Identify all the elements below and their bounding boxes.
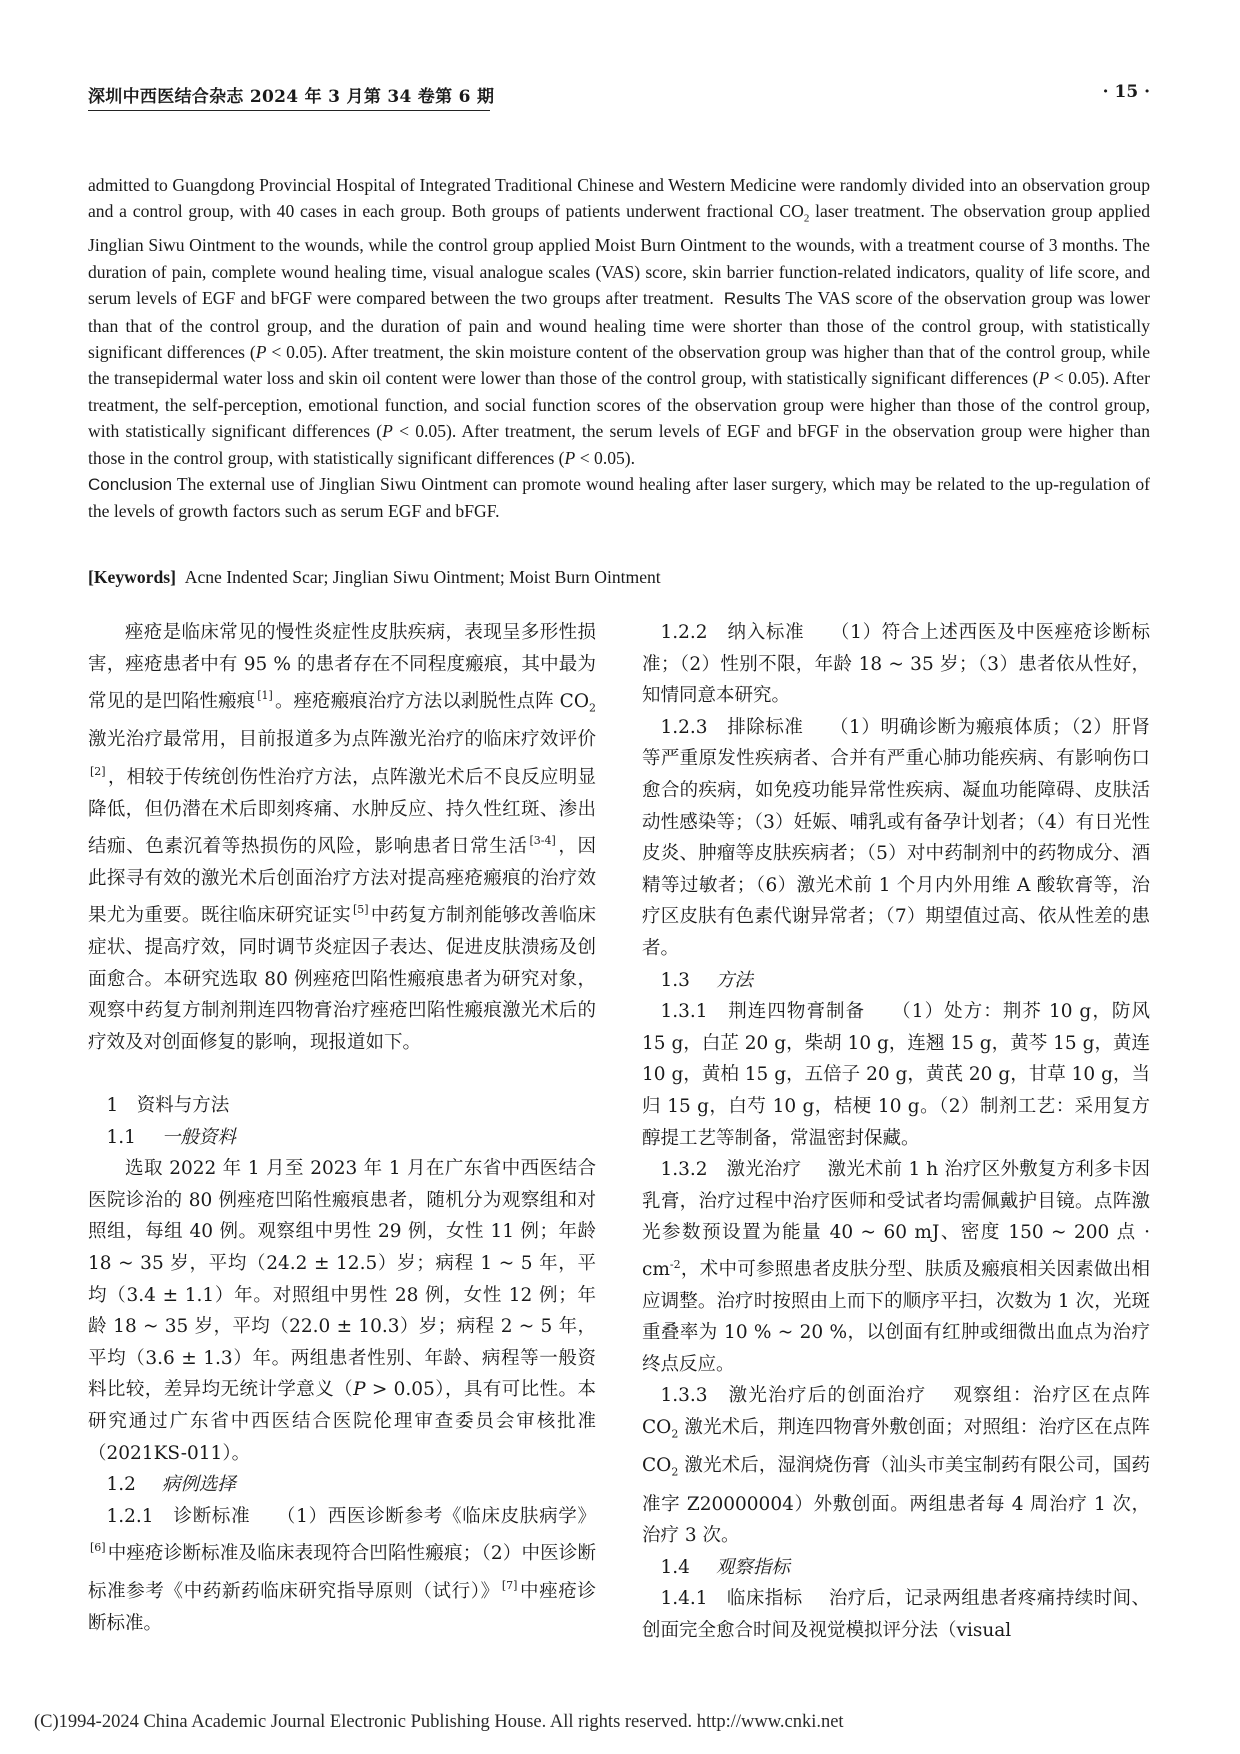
subsection-number: 1.4 bbox=[660, 1556, 690, 1578]
method-text: ，术中可参照患者皮肤分型、肤质及瘢痕相关因素做出相应调整。治疗时按照由上而下的顺序平扫，次数为 1 次，光斑重叠率为 10 % ~ 20 %，以创面有红肿或细微出血点为治疗终点反应。 bbox=[642, 1259, 1150, 1375]
subsection-heading bbox=[642, 1552, 1150, 1584]
copyright-footer: (C)1994-2024 China Academic Journal Electronic Publishing House. All rights reserved. http://www.cnki.net bbox=[34, 1712, 844, 1732]
abstract-results-text-3: < 0.05). After treatment, the self-perception, emotional function, and social function scores of the observation group were higher than those of the control group, with statistically significant differences ( bbox=[88, 368, 1150, 442]
keywords-label: [Keywords] bbox=[88, 567, 176, 587]
journal-title: 深圳中西医结合杂志 2024 年 3 月第 34 卷第 6 期 bbox=[88, 87, 495, 107]
indicator-text: 治疗后，记录两组患者疼痛持续时间、创面完全愈合时间及视觉模拟评分法（visual bbox=[642, 1588, 1150, 1641]
abstract-conclusion-text: The external use of Jinglian Siwu Ointment can promote wound healing after laser surgery, which may be related to the up-regulation of the levels of growth factors such as serum EGF and bFGF. bbox=[88, 473, 1150, 522]
subsection-title: 病例选择 bbox=[161, 1474, 236, 1496]
subsection-number: 1.3 bbox=[660, 969, 690, 991]
co2-subscript: 2 bbox=[803, 212, 810, 225]
subsection-number: 1.2 bbox=[106, 1474, 136, 1496]
criteria-text: （1）西医诊断参考《临床皮肤病学》 bbox=[276, 1505, 596, 1527]
p-symbol: P bbox=[255, 341, 267, 362]
running-header bbox=[88, 82, 1150, 112]
subsection-heading bbox=[88, 1469, 596, 1501]
general-data-paragraph bbox=[88, 1153, 596, 1469]
method-heading: 1.3.3 激光治疗后的创面治疗 bbox=[660, 1385, 927, 1407]
citation-ref: [5] bbox=[352, 903, 369, 917]
co2-subscript: 2 bbox=[588, 701, 596, 715]
co2-subscript: 2 bbox=[671, 1427, 679, 1441]
intro-text: 。痤疮瘢痕治疗方法以剥脱性点阵 CO bbox=[274, 691, 589, 713]
introduction-paragraph bbox=[88, 617, 596, 1058]
p-symbol: P bbox=[564, 447, 576, 468]
subsection-title: 方法 bbox=[715, 969, 753, 991]
subsection-number: 1.1 bbox=[106, 1126, 136, 1148]
laser-treatment-paragraph bbox=[642, 1154, 1150, 1380]
method-text: 观察组：治疗区在点阵 CO bbox=[642, 1385, 1150, 1438]
keywords-text: Acne Indented Scar; Jinglian Siwu Ointment; Moist Burn Ointment bbox=[184, 567, 661, 587]
diagnosis-criteria-paragraph bbox=[88, 1501, 596, 1639]
p-symbol: P bbox=[1038, 368, 1050, 389]
left-column bbox=[88, 617, 596, 1639]
unit-superscript: -2 bbox=[669, 1257, 681, 1271]
criteria-text: （1）符合上述西医及中医痤疮诊断标准；（2）性别不限，年龄 18 ~ 35 岁；（3）患者依从性好，知情同意本研究。 bbox=[642, 622, 1150, 707]
criteria-heading: 1.2.3 排除标准 bbox=[660, 716, 804, 738]
clinical-indicators-paragraph bbox=[642, 1583, 1150, 1646]
criteria-text: （1）明确诊断为瘢痕体质；（2）肝肾等严重原发性疾病者、合并有严重心肺功能疾病、有影响伤口愈合的疾病，如免疫功能异常性疾病、凝血功能障碍、皮肤活动性感染等；（3）妊娠、哺乳或有备孕计划者；（4）有日光性皮炎、肿瘤等皮肤疾病者；（5）对中药制剂中的药物成分、酒精等过敏者；（6）激光术前 1 个月内外用维 A 酸软膏等，治疗区皮肤有色素代谢异常者；（7）期望值过高、依从性差的患者。 bbox=[642, 716, 1150, 959]
wound-treatment-paragraph bbox=[642, 1380, 1150, 1551]
inclusion-criteria-paragraph bbox=[642, 617, 1150, 712]
intro-text: 中药复方制剂能够改善临床症状、提高疗效，同时调节炎症因子表达、促进皮肤溃疡及创面愈合。本研究选取 80 例痤疮凹陷性瘢痕患者为研究对象，观察中药复方制剂荆连四物膏治疗痤疮凹陷性瘢痕激光术后的疗效及对创面修复的影响，现报道如下。 bbox=[88, 905, 596, 1053]
header-rule bbox=[88, 110, 490, 111]
preparation-paragraph bbox=[642, 996, 1150, 1154]
criteria-text: 中痤疮诊断标准。 bbox=[88, 1580, 596, 1634]
indicator-heading: 1.4.1 临床指标 bbox=[660, 1588, 803, 1610]
general-data-text: 选取 2022 年 1 月至 2023 年 1 月在广东省中西医结合医院诊治的 80 例痤疮凹陷性瘢痕患者，随机分为观察组和对照组，每组 40 例。观察组中男性 29 例，女性 11 例；年龄 18 ~ 35 岁，平均（24.2 ± 12.5）岁；病程 1 ~ 5 年，平均（3.4 ± 1.1）年。对照组中男性 28 例，女性 12 例；年龄 18 ~ 35 岁，平均（22.0 ± 10.3）岁；病程 2 ~ 5 年，平均（3.6 ± 1.3）年。两组患者性别、年龄、病程等一般资料比较，差异均无统计学意义（ bbox=[88, 1158, 596, 1401]
p-symbol: P bbox=[382, 421, 393, 442]
intro-text: ，因此探寻有效的激光术后创面治疗方法对提高痤疮瘢痕的治疗效果尤为重要。既往临床研究证实 bbox=[88, 836, 596, 927]
section-heading: 1 资料与方法 bbox=[106, 1095, 230, 1116]
abstract-methods-text: admitted to Guangdong Provincial Hospital of Integrated Traditional Chinese and Western Medicine were randomly divided into an observation group and a control group, with 40 cases in each group. Both groups of patients underwent fractional CO bbox=[88, 175, 1150, 222]
subsection-title: 一般资料 bbox=[161, 1126, 236, 1148]
citation-ref: [7] bbox=[501, 1578, 518, 1592]
abstract-results-text: The VAS score of the observation group was lower than that of the control group, and the duration of pain and wound healing time were shorter than those of the control group, with statistically significant differences ( bbox=[88, 288, 1150, 362]
method-text: 激光术前 1 h 治疗区外敷复方利多卡因乳膏，治疗过程中治疗医师和受试者均需佩戴护目镜。点阵激光参数预设置为能量 40 ~ 60 mJ、密度 150 ~ 200 点 · cm bbox=[642, 1159, 1150, 1281]
abstract-methods-text-2: laser treatment. The observation group applied Jinglian Siwu Ointment to the wounds, while the control group applied Moist Burn Ointment to the wounds, with a treatment course of 3 months. The duration of pain, complete wound healing time, visual analogue scales (VAS) score, skin barrier function-related indicators, quality of life score, and serum levels of EGF and bFGF were compared between the two groups after treatment. bbox=[88, 201, 1150, 309]
method-heading: 1.3.1 荆连四物膏制备 bbox=[660, 1001, 866, 1023]
abstract-results-text-4: < 0.05). After treatment, the serum levels of EGF and bFGF in the observation group were higher than those in the control group, with statistically significant differences ( bbox=[88, 421, 1150, 468]
method-text: 激光术后，荆连四物膏外敷创面；对照组：治疗区在点阵 CO bbox=[642, 1417, 1150, 1477]
general-data-text-2: > 0.05），具有可比性。本研究通过广东省中西医结合医院伦理审查委员会审核批准（2021KS-011）。 bbox=[88, 1379, 596, 1464]
results-label: Results bbox=[723, 289, 781, 309]
keywords-line bbox=[88, 567, 1150, 588]
subsection-heading bbox=[88, 1122, 596, 1154]
abstract-results-text-5: < 0.05). bbox=[575, 447, 636, 468]
method-text: 激光术后，湿润烧伤膏（汕头市美宝制药有限公司，国药准字 Z20000004）外敷创面。两组患者每 4 周治疗 1 次，治疗 3 次。 bbox=[642, 1455, 1150, 1547]
abstract-results-text-2: < 0.05). After treatment, the skin moisture content of the observation group was higher than that of the control group, while the transepidermal water loss and skin oil content were lower than those of the control group, with statistically significant differences ( bbox=[88, 341, 1150, 389]
intro-text: 痤疮是临床常见的慢性炎症性皮肤疾病，表现呈多形性损害，痤疮患者中有 95 % 的患者存在不同程度瘢痕，其中最为常见的是凹陷性瘢痕 bbox=[88, 622, 596, 713]
p-symbol: P bbox=[353, 1379, 366, 1401]
criteria-text: 中痤疮诊断标准及临床表现符合凹陷性瘢痕；（2）中医诊断标准参考《中药新药临床研究指导原则（试行）》 bbox=[88, 1543, 596, 1602]
method-heading: 1.3.2 激光治疗 bbox=[660, 1159, 802, 1181]
subsection-heading bbox=[642, 965, 1150, 997]
citation-ref: [2] bbox=[90, 765, 106, 779]
english-abstract bbox=[88, 172, 1150, 525]
subsection-title: 观察指标 bbox=[715, 1556, 790, 1578]
citation-ref: [3-4] bbox=[529, 834, 556, 848]
conclusion-label: Conclusion bbox=[88, 474, 173, 494]
method-text: （1）处方：荆芥 10 g，防风 15 g，白芷 20 g，柴胡 10 g，连翘 15 g，黄芩 15 g，黄连 10 g，黄柏 15 g，五倍子 20 g，黄芪 20 g，甘草 10 g，当归 15 g，白芍 10 g，桔梗 10 g。（2）制剂工艺：采用复方醇提工艺等制备，常温密封保藏。 bbox=[642, 1001, 1150, 1149]
page-number: · 15 · bbox=[1102, 82, 1150, 102]
criteria-heading: 1.2.1 诊断标准 bbox=[106, 1505, 251, 1527]
criteria-heading: 1.2.2 纳入标准 bbox=[660, 622, 805, 643]
exclusion-criteria-paragraph bbox=[642, 712, 1150, 965]
right-column bbox=[642, 617, 1150, 1647]
citation-ref: [1] bbox=[257, 689, 273, 703]
intro-text: ，相较于传统创伤性治疗方法，点阵激光术后不良反应明显降低，但仍潜在术后即刻疼痛、水肿反应、持久性红斑、渗出结痂、色素沉着等热损伤的风险，影响患者日常生活 bbox=[88, 767, 596, 858]
co2-subscript: 2 bbox=[671, 1465, 679, 1479]
citation-ref: [6] bbox=[90, 1541, 106, 1555]
spacer bbox=[88, 1058, 596, 1090]
intro-text: 激光治疗最常用，目前报道多为点阵激光治疗的临床疗效评价 bbox=[88, 729, 596, 751]
